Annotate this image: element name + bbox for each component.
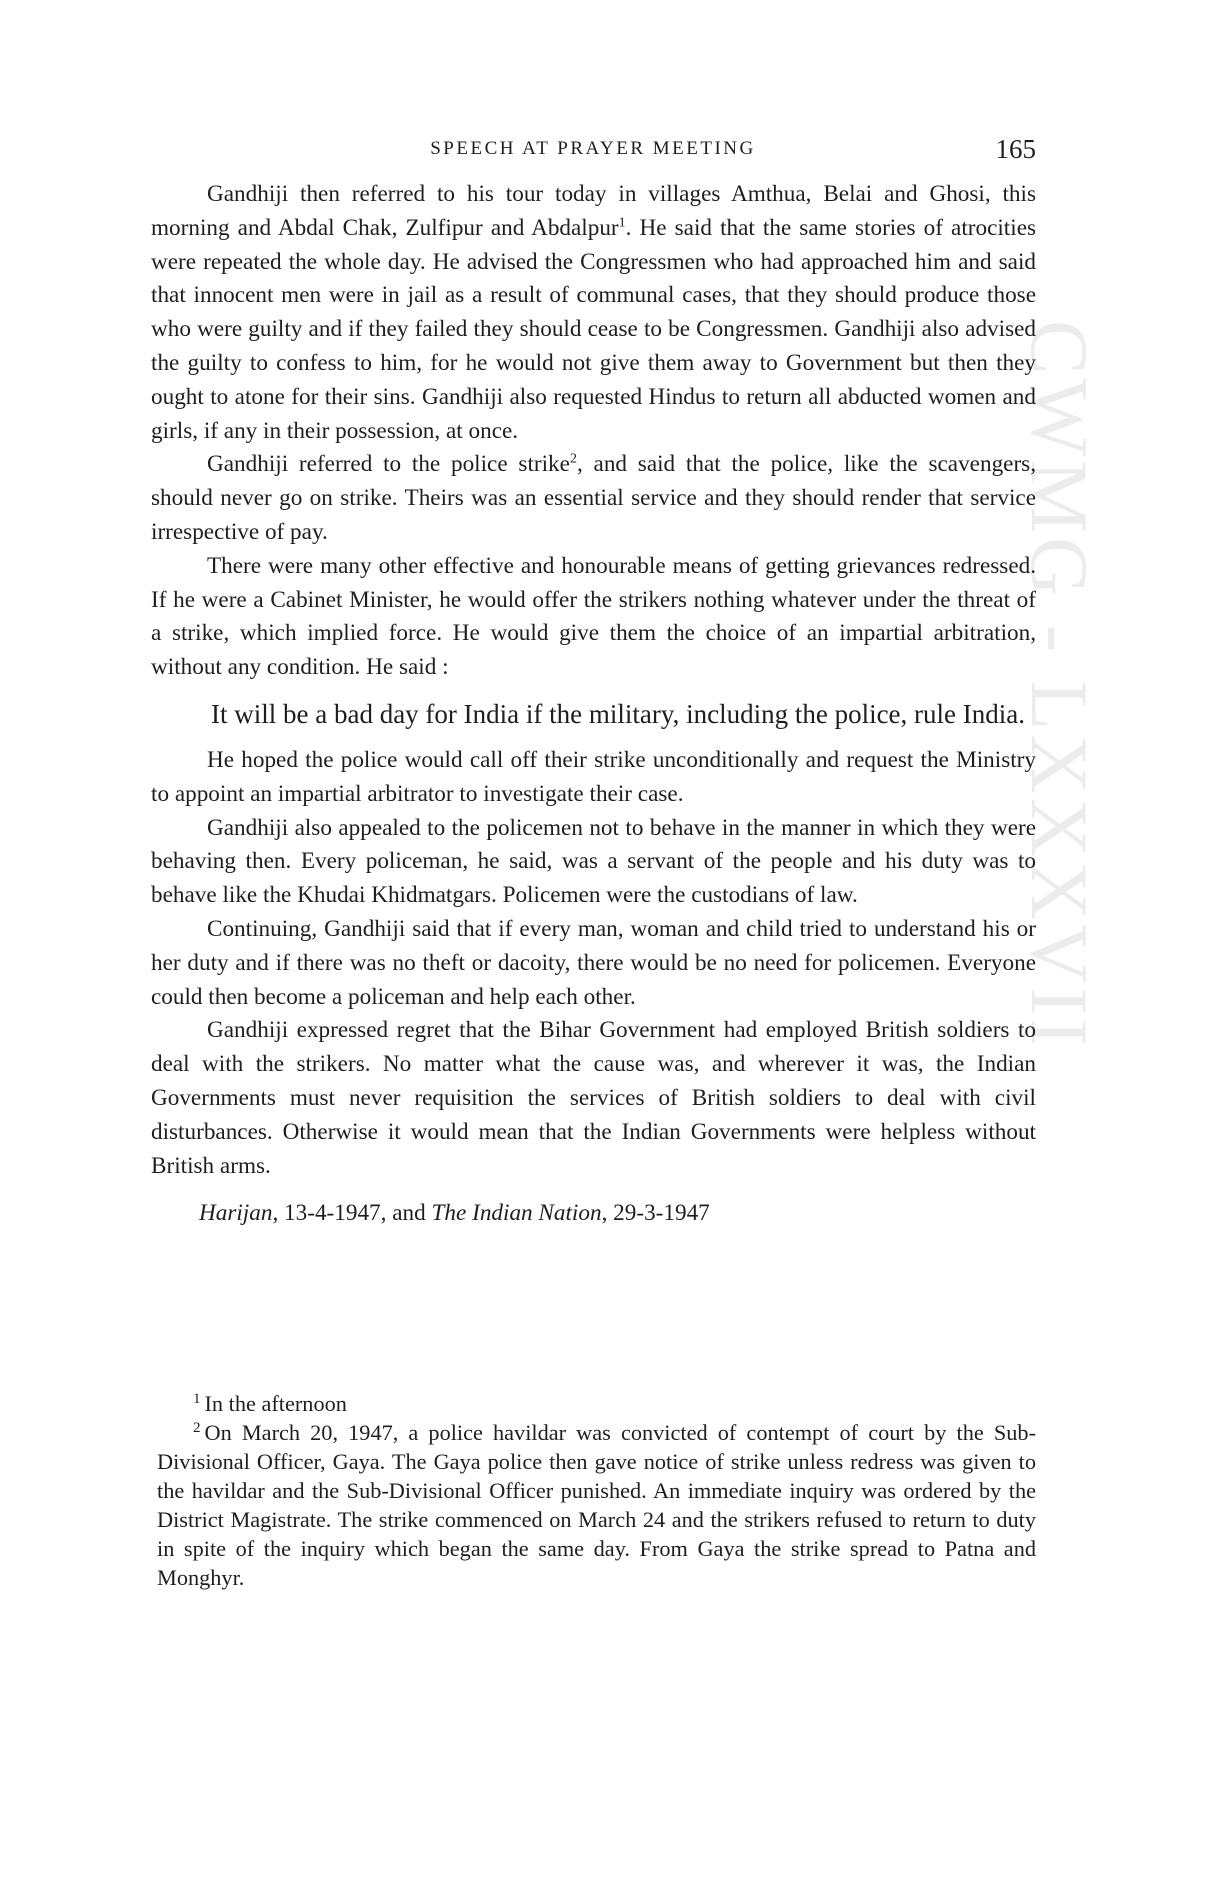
source-publication-2: The Indian Nation (431, 1200, 602, 1227)
paragraph-2-text-b: , and said that the police, like the scavengers, should never go on strike. Theirs was an essential service and they should render that service irrespective of pay. (151, 451, 1036, 545)
page-number: 165 (995, 134, 1036, 164)
source-citation (151, 1197, 1036, 1231)
paragraph-3: There were many other effective and honourable means of getting grievances redressed. If he were a Cabinet Minister, he would offer the strikers nothing whatever under the threat of a strike, which implied force. He would give them the choice of an impartial arbitration, without any condition. He said : (151, 552, 1036, 681)
paragraph-7: Gandhiji expressed regret that the Bihar Government had employed British soldiers to deal with the strikers. No matter what the cause was, and wherever it was, the Indian Governments must never requisition the services of British soldiers to deal with civil disturbances. Otherwise it would mean that the Indian Governments were helpless without British arms. (151, 1017, 1036, 1179)
footnote-1 (157, 1389, 1036, 1418)
footnotes (157, 1389, 1036, 1592)
paragraph-1-text-b: . He said that the same stories of atrocities were repeated the whole day. He advised the Congressmen who had approached him and said that innocent men were in jail as a result of communal cases, that they should produce those who were guilty and if they failed they should cease to be Congressmen. Gandhiji also advised the guilty to confess to him, for he would not give them away to Government but then they ought to atone for their sins. Gandhiji also requested Hindus to return all abducted women and girls, if any in their possession, at once. (151, 214, 1037, 444)
paragraph-2-text-a: Gandhiji referred to the police strike (207, 451, 570, 478)
source-date-1: , 13-4-1947, and (272, 1200, 432, 1227)
footnote-ref-1: 1 (618, 215, 626, 231)
block-quote: It will be a bad day for India if the military, including the police, rule India. (211, 698, 1025, 729)
running-head-title: SPEECH AT PRAYER MEETING (430, 138, 756, 159)
source-date-2: , 29-3-1947 (601, 1200, 710, 1227)
paragraph-2 (151, 448, 1036, 549)
source-publication-1: Harijan (199, 1200, 273, 1227)
footnote-2-text: On March 20, 1947, a police havildar was convicted of contempt of court by the Sub-Divisional Officer, Gaya. The Gaya police then gave notice of strike unless redress was given to the havildar and the Sub-Divisional Officer punished. An immediate inquiry was ordered by the District Magistrate. The strike commenced on March 24 and the strikers refused to return to duty in spite of the inquiry which began the same day. From Gaya the strike spread to Patna and Monghyr. (157, 1420, 1036, 1590)
footnote-2-number: 2 (193, 1419, 201, 1436)
footnote-1-text: In the afternoon (204, 1391, 347, 1416)
footnote-2 (157, 1418, 1036, 1592)
running-head (150, 134, 1036, 174)
footnote-1-number: 1 (193, 1390, 201, 1407)
footnote-ref-2: 2 (569, 451, 577, 467)
paragraph-1-text-a: Gandhiji then referred to his tour today in villages Amthua, Belai and Ghosi, this morning and Abdal Chak, Zulfipur and Abdalpur (151, 181, 1036, 241)
body-text (151, 178, 1036, 1231)
watermark: CWMG - LXXXVII (1014, 320, 1105, 1051)
paragraph-1 (151, 178, 1036, 448)
paragraph-4: He hoped the police would call off their strike unconditionally and request the Ministry to appoint an impartial arbitrator to investigate their case. (151, 746, 1036, 807)
paragraph-6: Continuing, Gandhiji said that if every man, woman and child tried to understand his or her duty and if there was no theft or dacoity, there would be no need for policemen. Everyone could then become a policeman and help each other. (151, 915, 1036, 1010)
paragraph-5: Gandhiji also appealed to the policemen not to behave in the manner in which they were behaving then. Every policeman, he said, was a servant of the people and his duty was to behave like the Khudai Khidmatgars. Policemen were the custodians of law. (151, 814, 1036, 909)
